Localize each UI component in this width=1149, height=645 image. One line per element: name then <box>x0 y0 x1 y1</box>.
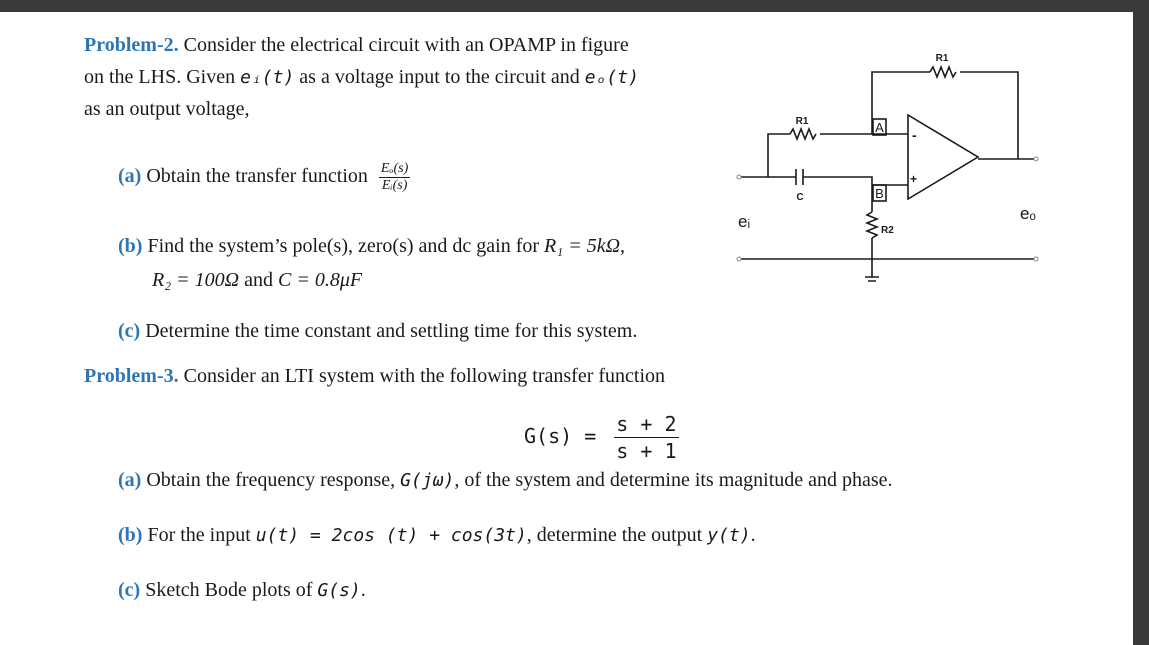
c-value-math: C = 0.8μF <box>278 269 363 291</box>
r2-value-math: R₂ = 100Ω <box>152 269 240 291</box>
output-y-math: y(t) <box>707 525 751 546</box>
gs-lhs: G(s) = <box>524 424 597 448</box>
problem-3c-text-1: Sketch Bode plots of <box>140 579 318 601</box>
problem-2b-line-2 <box>152 268 362 292</box>
opamp-triangle <box>908 115 978 199</box>
problem-2-title: Problem-2. <box>84 34 179 56</box>
problem-2-line-3 <box>84 97 250 121</box>
input-r1-wire-left <box>768 134 790 145</box>
problem-2b-text-2: and <box>239 269 279 291</box>
output-terminal-bottom <box>1034 257 1038 261</box>
problem-2c-label: (c) <box>118 320 141 342</box>
problem-2a-text: Obtain the transfer function <box>141 165 368 187</box>
input-terminal-bottom <box>737 257 741 261</box>
r1-value-math: R₁ = 5kΩ, <box>544 235 626 257</box>
transfer-function-denominator: Eᵢ(s) <box>381 177 408 193</box>
problem-2c <box>118 319 637 343</box>
eo-t-math: eₒ(t) <box>584 67 639 88</box>
problem-3b-text-2: , determine the output <box>526 524 708 546</box>
problem-3a <box>118 468 893 493</box>
opamp-minus-label: - <box>912 127 917 143</box>
transfer-function-fraction <box>379 161 410 194</box>
r2-label: R2 <box>881 225 894 236</box>
input-terminal-top <box>737 175 741 179</box>
problem-2-line-1 <box>84 33 629 57</box>
r1-feedback-label: R1 <box>935 53 949 64</box>
gs-numerator: s + 2 <box>616 412 677 436</box>
resistor-r1-input <box>790 129 816 139</box>
resistor-r2 <box>867 212 877 238</box>
eo-label: eₒ <box>1020 204 1036 223</box>
ground-symbol <box>865 277 879 281</box>
ei-label: eᵢ <box>738 212 751 231</box>
transfer-function-numerator: Eₒ(s) <box>380 160 409 176</box>
input-wire <box>740 145 768 177</box>
problem-3c <box>118 578 366 603</box>
problem-3c-text-2: . <box>360 579 366 601</box>
problem-3-text-1: Consider an LTI system with the following transfer function <box>178 365 666 387</box>
problem-2-text-2a: on the LHS. Given <box>84 66 241 88</box>
problem-3a-text-2: , of the system and determine its magnitude and phase. <box>454 469 893 491</box>
problem-3b-label: (b) <box>118 524 143 546</box>
problem-3-line-1 <box>84 364 665 388</box>
problem-3c-label: (c) <box>118 579 141 601</box>
problem-2-text-1: Consider the electrical circuit with an OPAMP in figure <box>178 34 629 56</box>
output-terminal-top <box>1034 157 1038 161</box>
gs-denominator: s + 1 <box>616 439 677 463</box>
capacitor-c <box>796 169 803 185</box>
input-r1-wire-right <box>820 122 872 134</box>
feedback-wire-right <box>960 72 1018 159</box>
problem-2b-label: (b) <box>118 235 143 257</box>
cap-wire-right <box>803 177 872 185</box>
problem-3a-label: (a) <box>118 469 142 491</box>
problem-3a-text-1: Obtain the frequency response, <box>141 469 401 491</box>
document-page <box>0 12 1133 645</box>
problem-2a <box>118 156 410 196</box>
problem-2-text-3: as an output voltage, <box>84 98 250 120</box>
ei-t-math: eᵢ(t) <box>240 67 295 88</box>
problem-3b <box>118 523 756 548</box>
problem-2c-text: Determine the time constant and settling time for this system. <box>140 320 638 342</box>
problem-3b-text-3: . <box>750 524 756 546</box>
r1-input-label: R1 <box>795 116 809 127</box>
problem-3b-text-1: For the input <box>142 524 256 546</box>
problem-2-text-2b: as a voltage input to the circuit and <box>294 66 585 88</box>
opamp-plus-label: + <box>910 172 918 186</box>
node-a-label: A <box>875 120 884 135</box>
capacitor-label: C <box>796 192 804 203</box>
opamp-circuit-diagram <box>730 37 1050 287</box>
gjw-math: G(jω) <box>400 470 455 491</box>
problem-2b-text-1: Find the system’s pole(s), zero(s) and dc gain for <box>142 235 545 257</box>
input-u-math: u(t) = 2cos (t) + cos(3t) <box>255 525 527 546</box>
problem-2-line-2 <box>84 65 639 90</box>
problem-3-title: Problem-3. <box>84 365 179 387</box>
gs-equation <box>524 408 679 464</box>
feedback-wire-left <box>872 72 930 122</box>
resistor-r1-feedback <box>930 67 956 77</box>
problem-2a-label: (a) <box>118 165 142 187</box>
problem-2b-line-1 <box>118 234 625 258</box>
node-b-label: B <box>875 186 884 201</box>
gs-math: G(s) <box>317 580 361 601</box>
gs-fraction <box>614 411 678 464</box>
